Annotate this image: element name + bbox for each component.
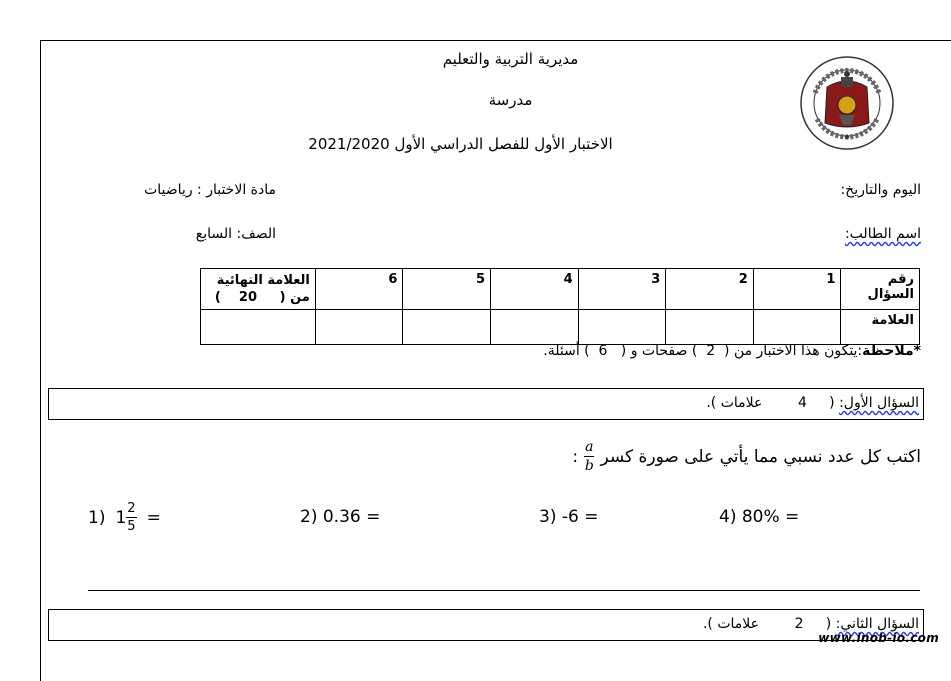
date-label: اليوم والتاريخ: — [840, 182, 921, 198]
mixed-whole: 1 — [115, 507, 127, 528]
question-2-label: السؤال الثاني: — [835, 616, 919, 632]
final-grade-label: العلامة النهائية — [216, 273, 310, 288]
grades-table — [200, 268, 920, 345]
instruction-text: اكتب كل عدد نسبي مما يأتي على صورة كسر — [600, 446, 921, 467]
exercise-item-1-number: 1) — [88, 507, 106, 528]
directorate-title: مديرية التربية والتعليم — [442, 50, 579, 68]
mixed-denominator: 5 — [127, 519, 136, 534]
grade-input-cell[interactable] — [666, 310, 754, 345]
exercise-item-3: 3) -6 = — [539, 507, 599, 527]
exam-note — [543, 343, 921, 359]
question-number-cell: 1 — [753, 269, 841, 310]
row-label-question: رقم السؤال — [841, 269, 920, 310]
question-number-cell: 4 — [491, 269, 579, 310]
student-name-label-text: اسم الطالب: — [844, 226, 921, 242]
exercise-item-2: 2) 0.36 = — [300, 507, 381, 527]
grade-input-cell[interactable] — [491, 310, 579, 345]
site-watermark: www.inob-io.com — [818, 631, 939, 645]
question-1-label: السؤال الأول: — [839, 395, 919, 411]
note-label: *ملاحظة — [862, 343, 921, 359]
fraction-numerator: a — [585, 439, 594, 455]
exercise-item-1-equals: = — [146, 507, 161, 528]
instruction-colon: : — [572, 446, 579, 467]
question-1-header-box — [48, 388, 924, 420]
answer-divider-line — [88, 590, 920, 591]
question-1-marks: ( 4 علامات ). — [706, 395, 835, 411]
grade-input-cell[interactable] — [315, 310, 403, 345]
question-1-instruction — [572, 440, 921, 473]
question-number-cell: 5 — [403, 269, 491, 310]
grade-input-cell[interactable] — [578, 310, 666, 345]
mixed-number — [115, 502, 136, 533]
exercise-item-1 — [88, 502, 161, 533]
question-2-marks: ( 2 علامات ). — [702, 616, 832, 632]
final-grade-out-of: من ( 20 ) — [214, 290, 310, 305]
question-2-header-box — [48, 609, 924, 641]
note-text: :يتكون هذا الاختبار من ( 2 ) صفحات و ( 6 ) أسئلة. — [543, 343, 863, 359]
final-grade-input-cell[interactable] — [201, 310, 316, 345]
grade-label: الصف: السابع — [195, 226, 276, 242]
question-1-title — [706, 395, 919, 411]
student-name-label — [845, 226, 921, 242]
exercise-item-4: 4) 80% = — [719, 507, 800, 527]
fraction-a-over-b — [584, 440, 594, 473]
question-2-title — [703, 616, 919, 632]
exam-title: الاختبار الأول للفصل الدراسي الأول 2021/2020 — [308, 135, 613, 153]
mixed-numerator: 2 — [127, 501, 136, 516]
final-grade-header — [201, 269, 316, 310]
table-row — [201, 310, 920, 345]
fraction-denominator: b — [584, 458, 594, 474]
grade-input-cell[interactable] — [403, 310, 491, 345]
question-number-cell: 3 — [578, 269, 666, 310]
question-number-cell: 2 — [666, 269, 754, 310]
school-label: مدرسة — [488, 91, 533, 109]
question-number-cell: 6 — [315, 269, 403, 310]
table-row — [201, 269, 920, 310]
grade-input-cell[interactable] — [753, 310, 841, 345]
row-label-grade: العلامة — [841, 310, 920, 345]
mixed-fraction — [126, 502, 136, 533]
ministry-emblem-icon — [795, 53, 917, 155]
subject-label: مادة الاختبار : رياضيات — [144, 182, 276, 198]
